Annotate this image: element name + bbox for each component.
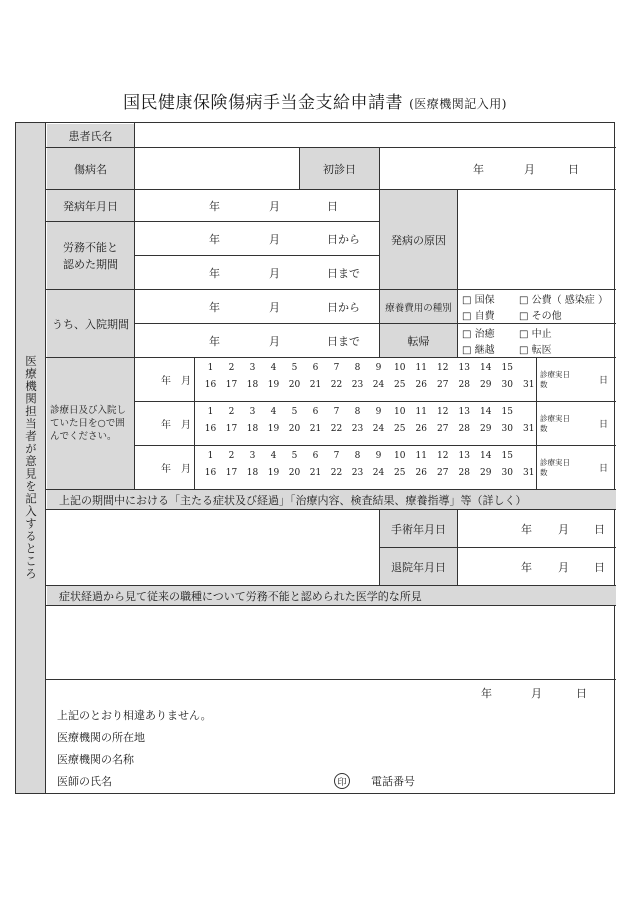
disease-name-label: 傷病名 [47,148,134,189]
visit-count-label-2: 診療実日数 [540,413,570,433]
day-15[interactable]: 15 [501,451,513,461]
day-13[interactable]: 13 [458,363,470,373]
section-1-field[interactable] [47,510,379,585]
visit-count-day-3[interactable]: 日 [599,464,609,474]
surgery-year[interactable]: 年 [521,522,532,536]
day-6[interactable]: 6 [312,451,319,461]
hospital-period-label: うち、入院期間 [47,290,134,357]
day-9[interactable]: 9 [375,407,382,417]
visit-month-3[interactable]: 年 月 [161,464,191,475]
sign-month[interactable]: 月 [531,687,542,700]
onset-month[interactable]: 月 [269,199,280,213]
day-8[interactable]: 8 [354,363,361,373]
onset-year[interactable]: 年 [209,199,220,213]
day-11[interactable]: 11 [415,407,427,417]
day-30[interactable]: 30 [501,424,513,434]
visit-count-day-1[interactable]: 日 [599,376,609,386]
form-title: 国民健康保険傷病手当金支給申請書 (医療機関記入用) [123,93,507,113]
first-visit-label: 初診日 [300,148,379,189]
first-visit-month[interactable]: 月 [524,162,535,176]
clinic-name-label: 医療機関の名称 [57,753,134,766]
day-10[interactable]: 10 [394,451,406,461]
day-2[interactable]: 2 [228,407,235,417]
day-11[interactable]: 11 [415,451,427,461]
day-21[interactable]: 21 [309,380,322,390]
phone-label: 電話番号 [371,775,415,788]
visit-count-day-2[interactable]: 日 [599,420,609,430]
day-25[interactable]: 25 [394,424,406,434]
onset-cause-field[interactable] [458,190,615,289]
day-grid-2[interactable] [200,407,540,434]
incapacity-to-day[interactable]: 日まで [327,266,360,280]
day-17[interactable]: 17 [225,468,238,478]
hospital-to-month[interactable]: 月 [269,334,280,348]
hospital-from-year[interactable]: 年 [209,300,220,314]
day-5[interactable]: 5 [291,363,298,373]
day-12[interactable]: 12 [437,407,449,417]
day-10[interactable]: 10 [394,363,406,373]
day-9[interactable]: 9 [375,363,382,373]
day-31[interactable]: 31 [523,468,535,478]
day-18[interactable]: 18 [246,424,259,434]
day-16[interactable]: 16 [204,380,217,390]
section-2-header: 症状経過から見て従来の職種について労務不能と認められた医学的な所見 [47,586,616,605]
discharge-date-label: 退院年月日 [380,548,457,585]
day-21[interactable]: 21 [309,424,322,434]
day-7[interactable]: 7 [333,407,340,417]
day-16[interactable]: 16 [204,424,217,434]
disease-name-field[interactable] [135,148,299,189]
day-27[interactable]: 27 [437,468,449,478]
day-29[interactable]: 29 [480,380,492,390]
discharge-day[interactable]: 日 [594,560,605,574]
day-29[interactable]: 29 [480,468,492,478]
day-16[interactable]: 16 [204,468,217,478]
day-26[interactable]: 26 [415,468,427,478]
day-6[interactable]: 6 [312,407,319,417]
incapacity-from-month[interactable]: 月 [269,232,280,246]
day-1[interactable]: 1 [207,451,214,461]
day-8[interactable]: 8 [354,407,361,417]
hospital-to-day[interactable]: 日まで [327,334,360,348]
visit-count-label-1: 診療実日数 [540,369,570,389]
cost-checkbox-public[interactable]: □ 公費（ 感染症 ） [519,295,608,306]
sign-year[interactable]: 年 [481,687,492,700]
day-22[interactable]: 22 [330,424,343,434]
outcome-checkbox-transferred[interactable]: □ 転医 [519,345,552,356]
day-2[interactable]: 2 [228,363,235,373]
day-22[interactable]: 22 [330,380,343,390]
hospital-from-month[interactable]: 月 [269,300,280,314]
outcome-label: 転帰 [380,324,457,357]
certify-text: 上記のとおり相違ありません。 [57,709,212,722]
day-23[interactable]: 23 [351,468,364,478]
day-31[interactable]: 31 [523,424,535,434]
visit-month-2[interactable]: 年 月 [161,420,191,431]
day-12[interactable]: 12 [437,451,449,461]
day-4[interactable]: 4 [270,363,277,373]
outcome-checkbox-continued[interactable]: □ 継越 [462,345,495,356]
day-5[interactable]: 5 [291,407,298,417]
day-13[interactable]: 13 [458,407,470,417]
day-19[interactable]: 19 [267,424,280,434]
day-7[interactable]: 7 [333,363,340,373]
day-20[interactable]: 20 [288,424,301,434]
onset-cause-label: 発病の原因 [380,190,457,289]
day-4[interactable]: 4 [270,451,277,461]
day-14[interactable]: 14 [480,407,492,417]
discharge-month[interactable]: 月 [558,560,569,574]
day-27[interactable]: 27 [437,380,449,390]
visit-days-label: 診療日及び入院していた日を○で囲んでください。 [47,358,134,489]
section-1-header: 上記の期間中における「主たる症状及び経過」「治療内容、検査結果、療養指導」等（詳しく） [47,490,616,509]
visit-count-label-3: 診療実日数 [540,457,570,477]
hospital-from-day[interactable]: 日から [327,300,360,314]
day-3[interactable]: 3 [249,451,256,461]
seal-mark: 印 [334,773,350,789]
day-29[interactable]: 29 [480,424,492,434]
patient-name-field[interactable] [135,124,615,147]
outcome-checkbox-cured[interactable]: □ 治癒 [462,329,495,340]
day-27[interactable]: 27 [437,424,449,434]
day-2[interactable]: 2 [228,451,235,461]
day-24[interactable]: 24 [372,424,385,434]
cost-type-label: 療養費用の種別 [380,290,457,323]
clinic-address-label: 医療機関の所在地 [57,731,145,744]
incapacity-from-year[interactable]: 年 [209,232,220,246]
day-14[interactable]: 14 [480,363,492,373]
doctor-name-label: 医師の氏名 [57,775,112,788]
incapacity-period-label: 労務不能と認めた期間 [47,222,134,289]
day-24[interactable]: 24 [372,468,385,478]
patient-name-label: 患者氏名 [47,124,134,147]
first-visit-day[interactable]: 日 [568,162,579,176]
day-15[interactable]: 15 [501,363,513,373]
day-1[interactable]: 1 [207,363,214,373]
day-4[interactable]: 4 [270,407,277,417]
section-2-field[interactable] [47,606,616,679]
form-subtitle: (医療機関記入用) [409,97,507,111]
day-15[interactable]: 15 [501,407,513,417]
hospital-to-year[interactable]: 年 [209,334,220,348]
day-28[interactable]: 28 [458,380,470,390]
day-5[interactable]: 5 [291,451,298,461]
day-13[interactable]: 13 [458,451,470,461]
day-18[interactable]: 18 [246,468,259,478]
incapacity-to-month[interactable]: 月 [269,266,280,280]
day-17[interactable]: 17 [225,424,238,434]
application-form [15,122,615,794]
surgery-month[interactable]: 月 [558,522,569,536]
day-1[interactable]: 1 [207,407,214,417]
cost-checkbox-kokuho[interactable]: □ 国保 [462,295,495,306]
day-grid-1[interactable] [200,363,540,390]
day-23[interactable]: 23 [351,424,364,434]
day-7[interactable]: 7 [333,451,340,461]
incapacity-to-year[interactable]: 年 [209,266,220,280]
day-grid-3[interactable] [200,451,540,478]
day-14[interactable]: 14 [480,451,492,461]
first-visit-year[interactable]: 年 [473,162,484,176]
day-20[interactable]: 20 [288,380,301,390]
visit-month-1[interactable]: 年 月 [161,376,191,387]
day-19[interactable]: 19 [267,468,280,478]
day-26[interactable]: 26 [415,424,427,434]
surgery-day[interactable]: 日 [594,522,605,536]
day-11[interactable]: 11 [415,363,427,373]
outcome-checkbox-stopped[interactable]: □ 中止 [519,329,552,340]
day-24[interactable]: 24 [372,380,385,390]
day-9[interactable]: 9 [375,451,382,461]
day-3[interactable]: 3 [249,407,256,417]
day-20[interactable]: 20 [288,468,301,478]
cost-checkbox-self[interactable]: □ 自費 [462,311,495,322]
surgery-date-label: 手術年月日 [380,510,457,547]
day-12[interactable]: 12 [437,363,449,373]
day-21[interactable]: 21 [309,468,322,478]
day-23[interactable]: 23 [351,380,364,390]
side-label: 医療機関担当者が意見を記入するところ [16,123,46,793]
onset-date-label: 発病年月日 [47,190,134,221]
day-31[interactable]: 31 [523,380,535,390]
day-8[interactable]: 8 [354,451,361,461]
day-6[interactable]: 6 [312,363,319,373]
day-19[interactable]: 19 [267,380,280,390]
day-22[interactable]: 22 [330,468,343,478]
onset-day[interactable]: 日 [327,199,338,213]
day-10[interactable]: 10 [394,407,406,417]
day-30[interactable]: 30 [501,468,513,478]
day-25[interactable]: 25 [394,380,406,390]
sign-day[interactable]: 日 [576,687,587,700]
day-26[interactable]: 26 [415,380,427,390]
day-25[interactable]: 25 [394,468,406,478]
day-17[interactable]: 17 [225,380,238,390]
cost-checkbox-other[interactable]: □ その他 [519,311,562,322]
day-28[interactable]: 28 [458,468,470,478]
day-3[interactable]: 3 [249,363,256,373]
day-18[interactable]: 18 [246,380,259,390]
day-28[interactable]: 28 [458,424,470,434]
discharge-year[interactable]: 年 [521,560,532,574]
day-30[interactable]: 30 [501,380,513,390]
incapacity-from-day[interactable]: 日から [327,232,360,246]
